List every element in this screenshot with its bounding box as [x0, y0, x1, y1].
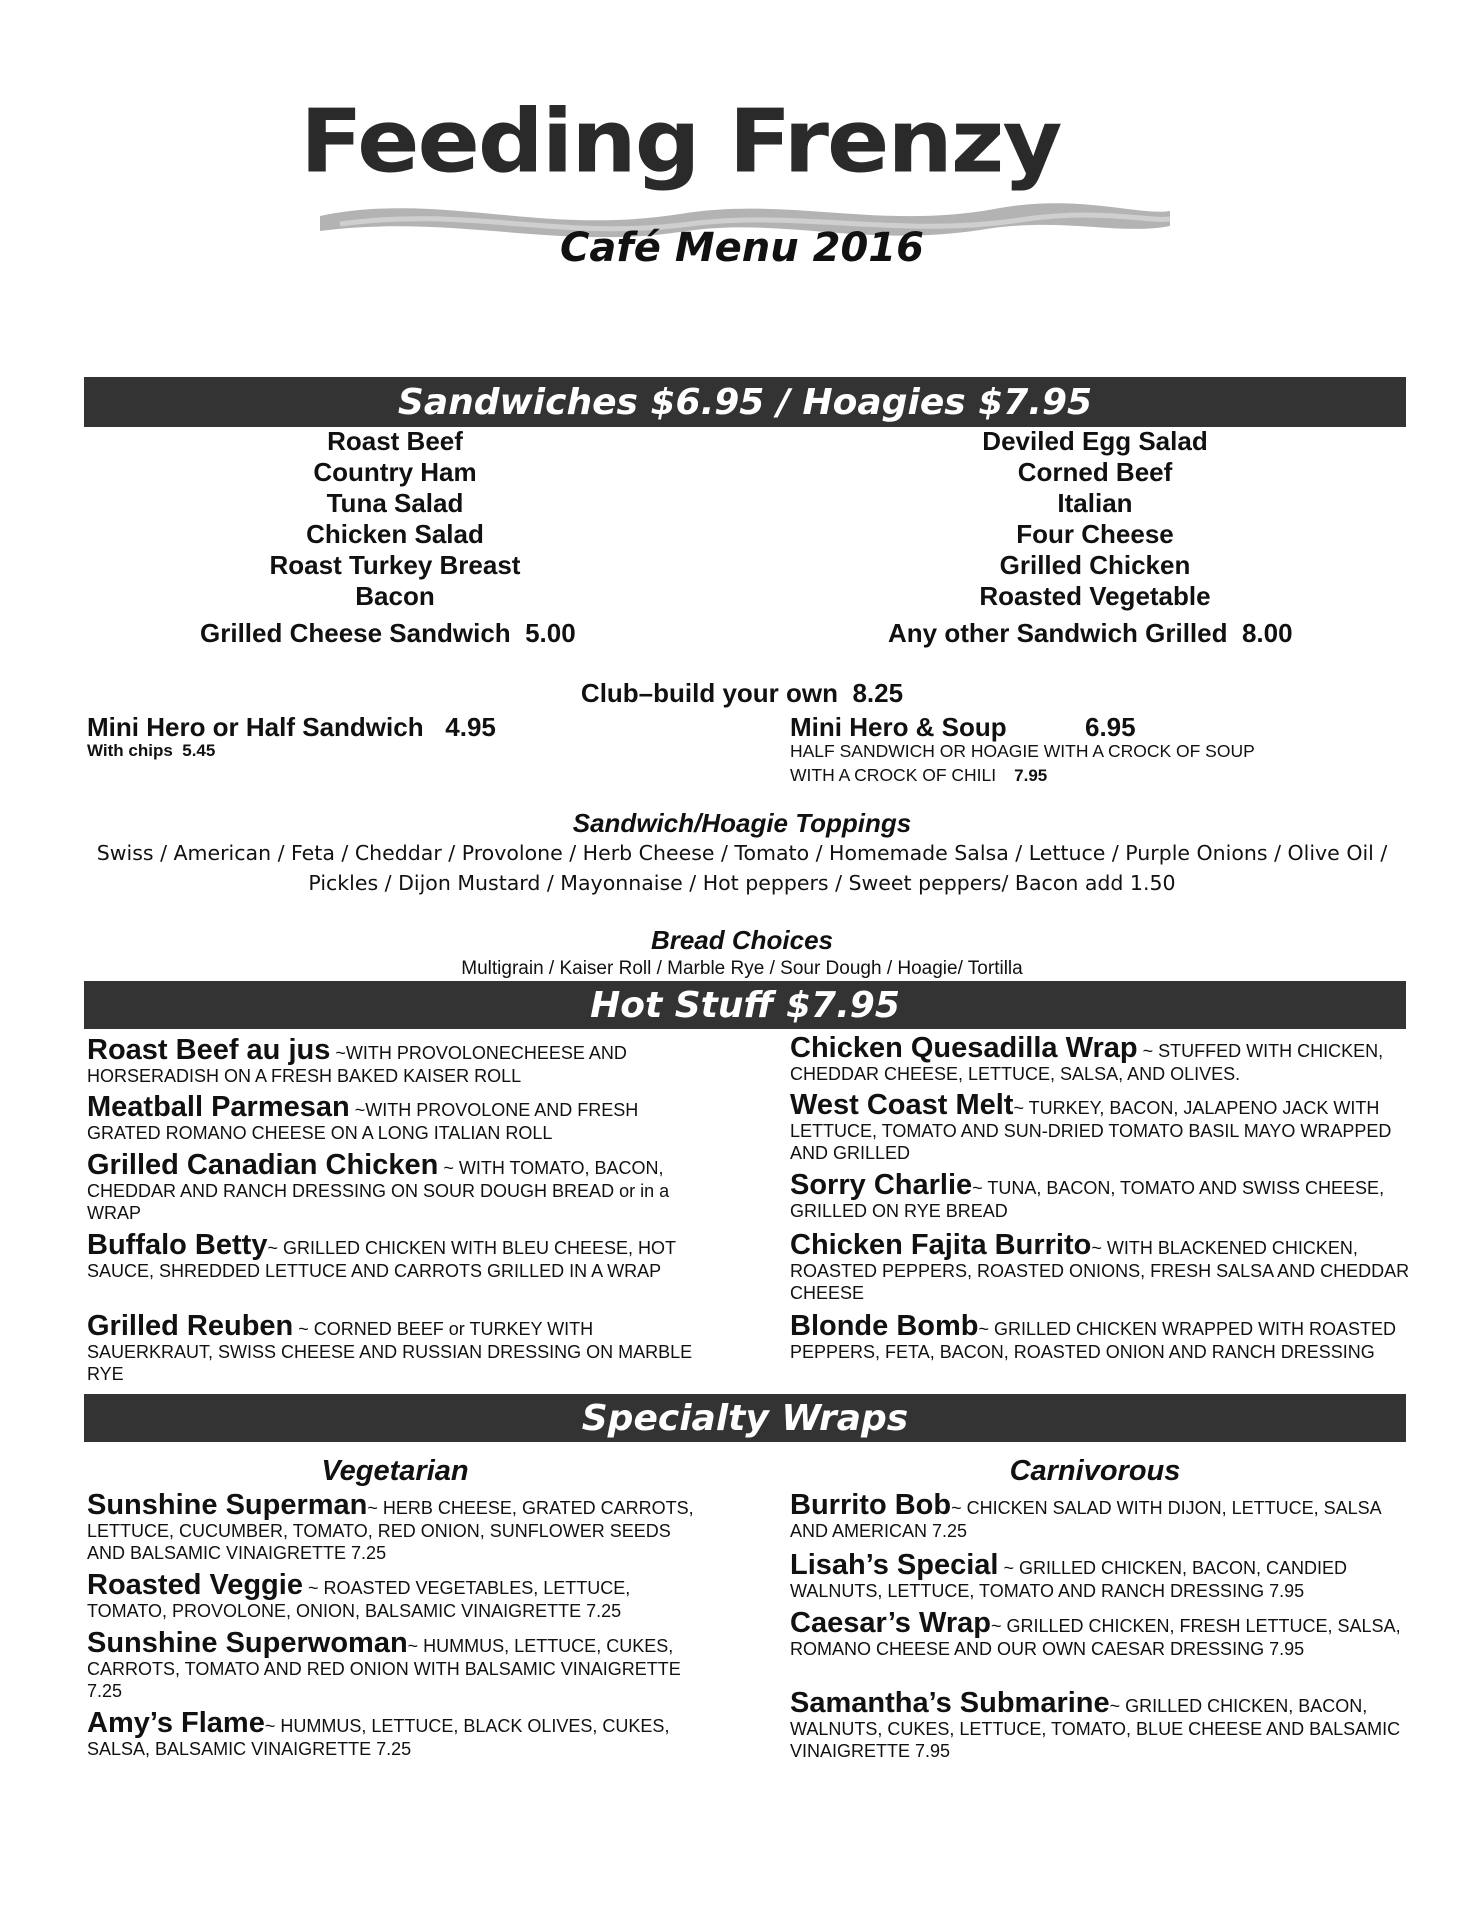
menu-item: [790, 1230, 1410, 1304]
item-desc: ~ WITH TOMATO, BACON, CHEDDAR AND RANCH DRESSING ON SOUR DOUGH BREAD or in a WRAP: [87, 1158, 670, 1223]
menu-item: [87, 1490, 707, 1564]
list-item: Italian: [1057, 488, 1133, 518]
hot-stuff-band: Hot Stuff $7.95: [84, 981, 1406, 1029]
item-name: West Coast Melt: [790, 1089, 1014, 1121]
mini-hero-soup-price: 6.95: [1085, 712, 1136, 742]
list-item: Four Cheese: [1016, 519, 1174, 549]
item-name: Meatball Parmesan: [87, 1091, 350, 1123]
mini-hero-half-item: Mini Hero or Half Sandwich 4.95: [87, 712, 496, 742]
toppings-line: Pickles / Dijon Mustard / Mayonnaise / Hot peppers / Sweet peppers/ Bacon add 1.50: [308, 871, 1176, 895]
item-name: Grilled Canadian Chicken: [87, 1149, 439, 1181]
item-name: Roast Beef au jus: [87, 1034, 331, 1066]
menu-subtitle: Café Menu 2016: [560, 225, 924, 271]
list-item: Grilled Chicken: [999, 550, 1191, 580]
item-desc: ~ CORNED BEEF or TURKEY WITH SAUERKRAUT, SWISS CHEESE AND RUSSIAN DRESSING ON MARBLE RYE: [87, 1319, 693, 1384]
toppings-line: Swiss / American / Feta / Cheddar / Provolone / Herb Cheese / Tomato / Homemade Salsa / Lettuce / Purple Onions / Olive Oil /: [96, 841, 1388, 865]
menu-item: [87, 1311, 707, 1385]
item-name: Burrito Bob: [790, 1489, 952, 1521]
list-item: Roasted Vegetable: [979, 581, 1211, 611]
mini-hero-soup-item: Mini Hero & Soup: [790, 712, 1007, 742]
list-item: Country Ham: [313, 457, 477, 487]
menu-item: [87, 1230, 707, 1282]
menu-item: [790, 1170, 1410, 1222]
item-name: Samantha’s Submarine: [790, 1687, 1110, 1719]
menu-item: [87, 1570, 707, 1622]
item-desc: ~ HUMMUS, LETTUCE, CUKES, CARROTS, TOMATO AND RED ONION WITH BALSAMIC VINAIGRETTE 7.25: [87, 1636, 681, 1701]
item-name: Chicken Fajita Burrito: [790, 1229, 1092, 1261]
club-item: Club–build your own 8.25: [580, 678, 904, 708]
item-desc: ~ CHICKEN SALAD WITH DIJON, LETTUCE, SALSA AND AMERICAN 7.25: [790, 1498, 1381, 1541]
item-name: Lisah’s Special: [790, 1549, 999, 1581]
chili-desc-text: WITH A CROCK OF CHILI: [790, 765, 997, 785]
menu-item: [790, 1033, 1410, 1085]
sandwich-list-right: [795, 426, 1395, 612]
menu-item: [87, 1092, 707, 1144]
item-desc: ~ HUMMUS, LETTUCE, BLACK OLIVES, CUKES, SALSA, BALSAMIC VINAIGRETTE 7.25: [87, 1716, 670, 1759]
list-item: Roast Turkey Breast: [269, 550, 521, 580]
logo: [290, 88, 1170, 238]
item-name: Sunshine Superwoman: [87, 1627, 408, 1659]
list-item: Bacon: [355, 581, 435, 611]
item-desc: ~ WITH BLACKENED CHICKEN, ROASTED PEPPERS, ROASTED ONIONS, FRESH SALSA AND CHEDDAR CHEESE: [790, 1238, 1410, 1303]
item-desc: ~WITH PROVOLONECHEESE AND HORSERADISH ON A FRESH BAKED KAISER ROLL: [87, 1043, 627, 1086]
item-name: Chicken Quesadilla Wrap: [790, 1032, 1138, 1064]
menu-item: [790, 1550, 1410, 1602]
bread-list: Multigrain / Kaiser Roll / Marble Rye / Sour Dough / Hoagie/ Tortilla: [461, 958, 1023, 979]
chili-desc: [790, 765, 1047, 786]
item-desc: ~ HERB CHEESE, GRATED CARROTS, LETTUCE, CUCUMBER, TOMATO, RED ONION, SUNFLOWER SEEDS AND BALSAMIC VINAIGRETTE 7.25: [87, 1498, 694, 1563]
chili-price: 7.95: [1014, 766, 1048, 785]
item-name: Amy’s Flame: [87, 1707, 265, 1739]
list-item: Roast Beef: [327, 426, 463, 456]
item-desc: ~ TUNA, BACON, TOMATO AND SWISS CHEESE, GRILLED ON RYE BREAD: [790, 1178, 1385, 1221]
carnivorous-heading: Carnivorous: [1009, 1455, 1181, 1487]
logo-text: Feeding Frenzy: [300, 90, 1061, 193]
item-desc: ~WITH PROVOLONE AND FRESH GRATED ROMANO CHEESE ON A LONG ITALIAN ROLL: [87, 1100, 639, 1143]
soup-desc: HALF SANDWICH OR HOAGIE WITH A CROCK OF SOUP: [790, 741, 1255, 761]
toppings-heading: Sandwich/Hoagie Toppings: [572, 808, 912, 838]
list-item: Tuna Salad: [326, 488, 464, 518]
item-name: Sunshine Superman: [87, 1489, 368, 1521]
item-desc: ~ GRILLED CHICKEN, BACON, CANDIED WALNUTS, LETTUCE, TOMATO AND RANCH DRESSING 7.95: [790, 1558, 1348, 1601]
item-name: Roasted Veggie: [87, 1569, 303, 1601]
menu-item: [87, 1628, 707, 1702]
bread-heading: Bread Choices: [650, 925, 834, 955]
item-name: Buffalo Betty: [87, 1229, 268, 1261]
item-desc: ~ TURKEY, BACON, JALAPENO JACK WITH LETTUCE, TOMATO AND SUN-DRIED TOMATO BASIL MAYO WRAPPED AND GRILLED: [790, 1098, 1392, 1163]
grilled-cheese-item: Grilled Cheese Sandwich 5.00: [200, 618, 576, 648]
list-item: Chicken Salad: [306, 519, 484, 549]
specialty-wraps-band: Specialty Wraps: [84, 1394, 1406, 1442]
item-desc: ~ GRILLED CHICKEN WRAPPED WITH ROASTED PEPPERS, FETA, BACON, ROASTED ONION AND RANCH DRESSING: [790, 1319, 1397, 1362]
item-desc: ~ ROASTED VEGETABLES, LETTUCE, TOMATO, PROVOLONE, ONION, BALSAMIC VINAIGRETTE 7.25: [87, 1578, 631, 1621]
item-desc: ~ GRILLED CHICKEN, BACON, WALNUTS, CUKES, LETTUCE, TOMATO, BLUE CHEESE AND BALSAMIC VINAIGRETTE 7.95: [790, 1696, 1401, 1761]
menu-item: [87, 1150, 707, 1224]
sandwiches-band: Sandwiches $6.95 / Hoagies $7.95: [84, 377, 1406, 427]
menu-item: [87, 1708, 707, 1760]
menu-item: [790, 1688, 1410, 1762]
toppings-list: [0, 838, 1484, 898]
vegetarian-heading: Vegetarian: [321, 1455, 469, 1487]
menu-item: [87, 1035, 707, 1087]
item-name: Blonde Bomb: [790, 1310, 979, 1342]
menu-item: [790, 1490, 1410, 1542]
list-item: Corned Beef: [1017, 457, 1173, 487]
item-name: Grilled Reuben: [87, 1310, 294, 1342]
item-desc: ~ GRILLED CHICKEN WITH BLEU CHEESE, HOT SAUCE, SHREDDED LETTUCE AND CARROTS GRILLED IN A WRAP: [87, 1238, 676, 1281]
item-name: Caesar’s Wrap: [790, 1607, 991, 1639]
item-desc: ~ STUFFED WITH CHICKEN, CHEDDAR CHEESE, LETTUCE, SALSA, AND OLIVES.: [790, 1041, 1384, 1084]
menu-item: [790, 1090, 1410, 1164]
item-name: Sorry Charlie: [790, 1169, 973, 1201]
any-other-grilled-item: Any other Sandwich Grilled 8.00: [888, 618, 1293, 648]
sandwich-list-left: [95, 426, 695, 612]
item-desc: ~ GRILLED CHICKEN, FRESH LETTUCE, SALSA, ROMANO CHEESE AND OUR OWN CAESAR DRESSING 7.95: [790, 1616, 1401, 1659]
with-chips-note: With chips 5.45: [87, 741, 216, 760]
menu-item: [790, 1311, 1410, 1363]
list-item: Deviled Egg Salad: [982, 426, 1208, 456]
menu-item: [790, 1608, 1410, 1660]
